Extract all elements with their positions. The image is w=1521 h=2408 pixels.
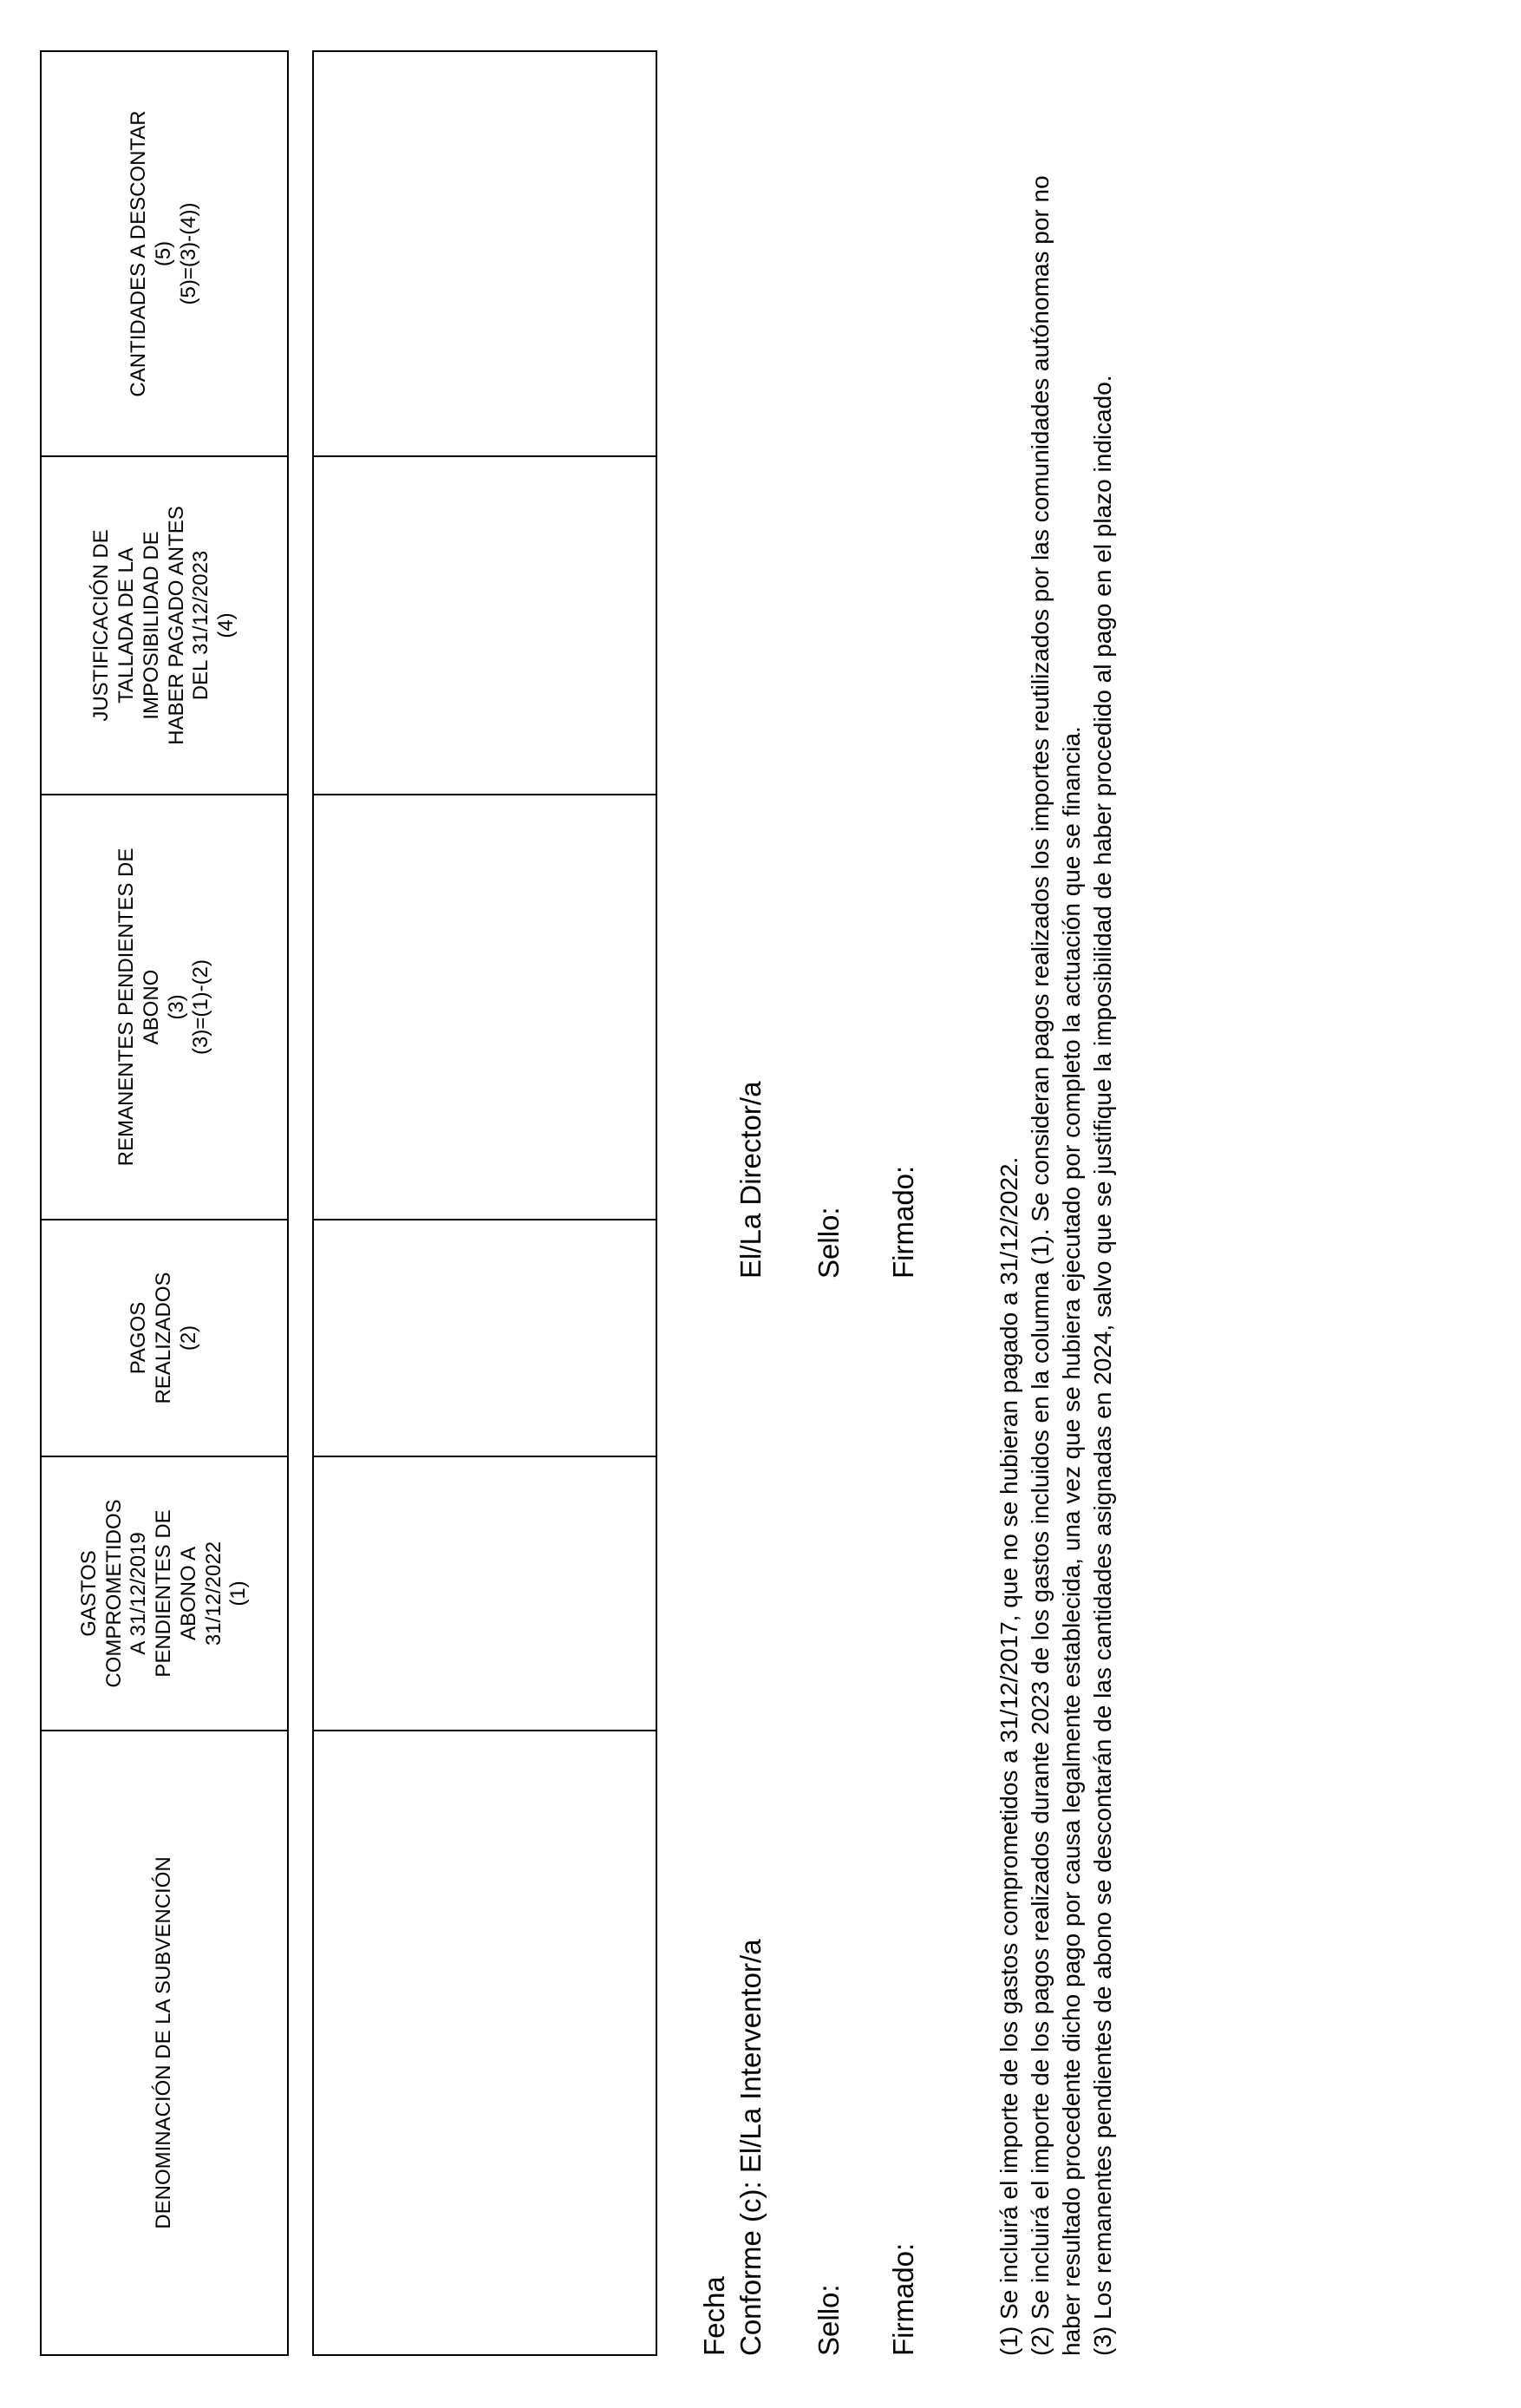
header-cantidades-descontar: CANTIDADES A DESCONTAR (5) (5)=(3)-(4)) (41, 51, 288, 456)
header-pagos-realizados: PAGOS REALIZADOS (2) (41, 1220, 288, 1456)
firmado-left-label: Firmado: (887, 2242, 919, 2356)
header-table (40, 50, 289, 2356)
conforme-label: Conforme (c): El/La Interventor/a (734, 1939, 767, 2356)
director-label: El/La Director/a (734, 1081, 767, 1279)
footnote-3: (3) Los remanentes pendientes de abono se descontarán de las cantidades asignadas en 2024, salvo que se justifique la imposibilidad de haber procedido al pago en el plazo indicado. (1089, 375, 1116, 2356)
cell-gastos-comprometidos (313, 1456, 656, 1731)
header-denominacion: DENOMINACIÓN DE LA SUBVENCIÓN (41, 1731, 288, 2355)
cell-remanentes (313, 795, 656, 1220)
fecha-label: Fecha (698, 2276, 730, 2356)
table-row (313, 51, 656, 2355)
firmado-right-label: Firmado: (887, 1165, 919, 1279)
data-table (312, 50, 657, 2356)
footnotes (994, 135, 1119, 2356)
cell-pagos-realizados (313, 1220, 656, 1456)
sello-left-label: Sello: (813, 2284, 845, 2356)
cell-denominacion (313, 1731, 656, 2355)
header-gastos-comprometidos: GASTOS COMPROMETIDOS A 31/12/2019 PENDIENTES DE ABONO A 31/12/2022 (1) (41, 1456, 288, 1731)
sello-right-label: Sello: (813, 1207, 845, 1279)
header-justificacion: JUSTIFICACIÓN DE TALLADA DE LA IMPOSIBILIDAD DE HABER PAGADO ANTES DEL 31/12/2023 (4) (41, 456, 288, 795)
footnote-1: (1) Se incluirá el importe de los gastos comprometidos a 31/12/2017, que no se hubieran pagado a 31/12/2022. (996, 1156, 1022, 2356)
footnote-2: (2) Se incluirá el importe de los pagos realizados durante 2023 de los gastos incluidos en la columna (1). Se consideran pagos realizados los importes reutilizados por las comunidades autónomas por no haber resultado procedente dicho pago por causa legalmente establecida, una vez que se hubiera ejecutado por completo la actuación que se financia. (1027, 175, 1085, 2356)
cell-justificacion (313, 456, 656, 795)
header-remanentes: REMANENTES PENDIENTES DE ABONO (3) (3)=(1)-(2) (41, 795, 288, 1220)
cell-cantidades-descontar (313, 51, 656, 456)
